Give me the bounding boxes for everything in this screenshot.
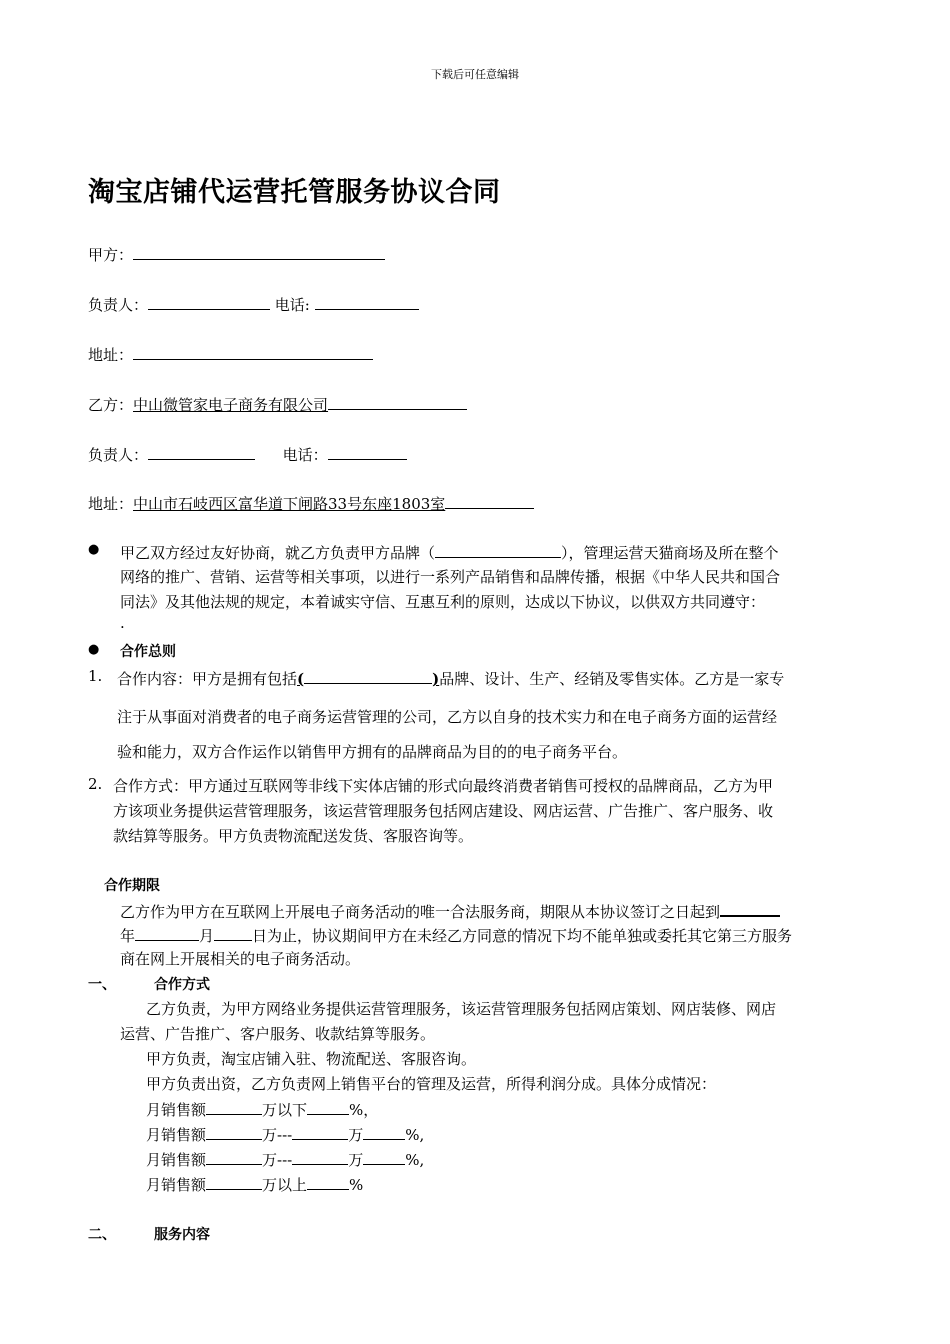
party-a-label: 甲方：: [88, 246, 134, 264]
party-b-address-label: 地址：: [88, 495, 134, 513]
party-a-address-label: 地址：: [88, 346, 134, 364]
tier-label: 月销售额: [146, 1151, 207, 1169]
term-line-2: [120, 924, 792, 946]
tier-3-unit-a: 万: [262, 1151, 278, 1169]
party-b-phone-field[interactable]: [328, 443, 407, 460]
term-year-label: 年: [120, 927, 136, 945]
general-item-1-num: 1.: [88, 667, 103, 685]
general-item-1-text-1a: 合作内容：甲方是拥有包括: [117, 670, 298, 688]
party-a-address-field[interactable]: [133, 343, 373, 360]
bullet-icon: ●: [88, 642, 100, 657]
tier-label: 月销售额: [146, 1176, 207, 1194]
party-a-name-field[interactable]: [133, 243, 385, 260]
section-1-heading: 合作方式: [154, 977, 210, 993]
end-day-field[interactable]: [214, 924, 252, 941]
tier-2-dash: ---: [277, 1126, 293, 1144]
party-b-address-line: [88, 492, 534, 514]
general-item-2-line-3: 款结算等服务。甲方负责物流配送发货、客服咨询等。: [113, 827, 474, 845]
party-a-phone-field[interactable]: [315, 293, 419, 310]
party-b-contact-line: [88, 443, 407, 465]
header-note: 下载后可任意编辑: [431, 68, 519, 81]
tier-2-to-field[interactable]: [292, 1123, 348, 1140]
end-month-field[interactable]: [135, 924, 199, 941]
end-year-field[interactable]: [720, 899, 780, 917]
tier-2-unit-b: 万: [348, 1126, 364, 1144]
party-b-address-blank: [445, 492, 534, 509]
tier-3-from-field[interactable]: [206, 1148, 262, 1165]
tier-4: [146, 1173, 363, 1195]
section-1-p1-line-2: 运营、广告推广、客户服务、收款结算等服务。: [120, 1025, 436, 1043]
tier-3-to-field[interactable]: [292, 1148, 348, 1165]
section-1-p2: 甲方负责，淘宝店铺入驻、物流配送、客服咨询。: [146, 1050, 477, 1068]
tier-3-dash: ---: [277, 1151, 293, 1169]
tier-4-percent-field[interactable]: [307, 1173, 349, 1190]
party-b-label: 乙方：: [88, 396, 134, 414]
party-b-name-blank: [328, 393, 467, 410]
section-2-heading: 服务内容: [154, 1227, 210, 1243]
tier-label: 月销售额: [146, 1126, 207, 1144]
general-item-1-line-2: 注于从事面对消费者的电子商务运营管理的公司，乙方以自身的技术实力和在电子商务方面的运营经: [117, 708, 778, 726]
page-title: 淘宝店铺代运营托管服务协议合同: [88, 177, 501, 208]
tier-3-percent-field[interactable]: [363, 1148, 405, 1165]
tier-3-unit-b: 万: [348, 1151, 364, 1169]
general-item-2-line-2: 方该项业务提供运营管理服务，该运营管理服务包括网店建设、网店运营、广告推广、客户服务、收: [113, 802, 774, 820]
bullet-icon: ●: [88, 542, 100, 557]
party-b-address: 中山市石岐西区富华道下闸路33号东座1803室: [133, 495, 446, 513]
term-text-2: 日为止，协议期间甲方在未经乙方同意的情况下均不能单独或委托其它第三方服务: [252, 927, 793, 945]
intro-line-1: [120, 541, 779, 563]
term-heading: 合作期限: [104, 878, 160, 894]
general-item-1-line-1: 合作内容：甲方是拥有包括( )品牌、设计、生产、经销及零售实体。乙方是一家专: [117, 667, 784, 689]
general-item-1-text-1b: 品牌、设计、生产、经销及零售实体。乙方是一家专: [439, 670, 785, 688]
tier-2: [146, 1123, 424, 1145]
tier-4-suffix: %: [349, 1176, 364, 1194]
general-item-2-num: 2.: [88, 775, 103, 793]
tier-1-amount-field[interactable]: [206, 1098, 262, 1115]
party-a-contact-line: [88, 293, 419, 315]
tier-2-percent-field[interactable]: [363, 1123, 405, 1140]
brand-field[interactable]: [435, 541, 561, 558]
brand-name-field[interactable]: [304, 667, 432, 684]
tier-3-suffix: %,: [405, 1151, 425, 1169]
tier-1: [146, 1098, 378, 1120]
tier-3: [146, 1148, 424, 1170]
tier-4-amount-field[interactable]: [206, 1173, 262, 1190]
section-1-num: 一、: [88, 977, 116, 993]
intro-text-1b: ），管理运营天猫商场及所在整个: [561, 544, 779, 562]
party-a-contact-label: 负责人：: [88, 296, 149, 314]
tier-2-unit-a: 万: [262, 1126, 278, 1144]
term-line-1: [120, 899, 780, 922]
party-a-line: [88, 243, 385, 265]
tier-1-percent-field[interactable]: [307, 1098, 349, 1115]
tier-label: 月销售额: [146, 1101, 207, 1119]
section-2-num: 二、: [88, 1227, 116, 1243]
general-heading: 合作总则: [120, 644, 176, 660]
party-b-line: [88, 393, 467, 415]
intro-line-2: 网络的推广、营销、运营等相关事项，以进行一系列产品销售和品牌传播，根据《中华人民共和国合: [120, 568, 781, 586]
party-b-contact-field[interactable]: [148, 443, 255, 460]
tier-2-suffix: %,: [405, 1126, 425, 1144]
party-b-phone-label: 电话：: [282, 446, 328, 464]
tier-1-unit: 万以下: [262, 1101, 308, 1119]
intro-line-3: 同法》及其他法规的规定，本着诚实守信、互惠互利的原则，达成以下协议，以供双方共同遵守：: [120, 593, 766, 611]
party-a-phone-label: 电话:: [274, 296, 310, 314]
party-a-address-line: [88, 343, 373, 365]
tier-4-unit: 万以上: [262, 1176, 308, 1194]
party-b-contact-label: 负责人：: [88, 446, 149, 464]
general-item-2-line-1: 合作方式：甲方通过互联网等非线下实体店铺的形式向最终消费者销售可授权的品牌商品，乙方为甲: [113, 777, 774, 795]
section-1-p1-line-1: 乙方负责，为甲方网络业务提供运营管理服务，该运营管理服务包括网店策划、网店装修、网店: [146, 1000, 777, 1018]
term-month-label: 月: [199, 927, 215, 945]
general-item-1-line-3: 验和能力，双方合作运作以销售甲方拥有的品牌商品为目的的电子商务平台。: [117, 743, 628, 761]
term-text-1: 乙方作为甲方在互联网上开展电子商务活动的唯一合法服务商，期限从本协议签订之日起到: [120, 903, 721, 921]
party-b-name: 中山微管家电子商务有限公司: [133, 396, 329, 414]
intro-line-4: .: [120, 614, 125, 632]
intro-text-1a: 甲乙双方经过友好协商，就乙方负责甲方品牌（: [120, 544, 436, 562]
party-a-contact-field[interactable]: [148, 293, 270, 310]
tier-1-suffix: %，: [349, 1101, 379, 1119]
section-1-p3: 甲方负责出资，乙方负责网上销售平台的管理及运营，所得利润分成。具体分成情况：: [146, 1075, 717, 1093]
term-line-3: 商在网上开展相关的电子商务活动。: [120, 950, 361, 968]
tier-2-from-field[interactable]: [206, 1123, 262, 1140]
